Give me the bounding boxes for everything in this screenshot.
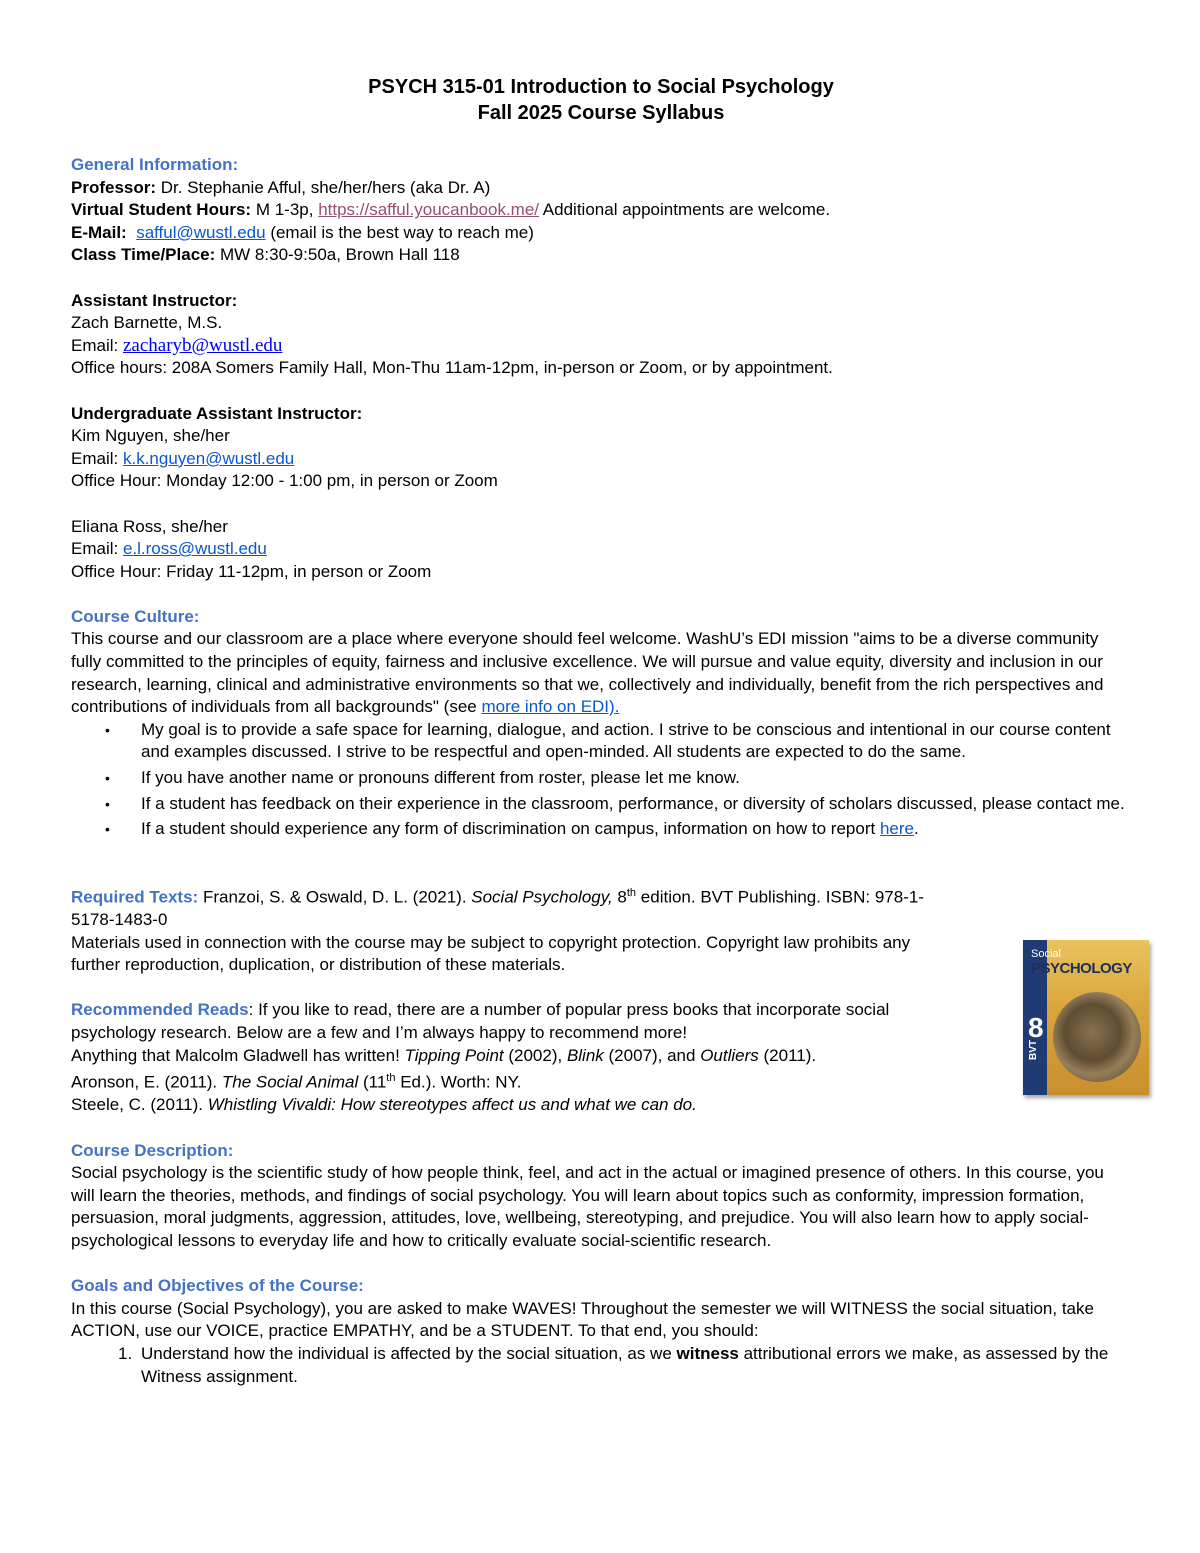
list-item [105,767,1131,790]
ta1-email-link[interactable]: k.k.nguyen@wustl.edu [122,448,295,468]
required-texts-heading: Required Texts: [71,887,199,907]
general-information-section [71,154,1131,267]
bullet-text: If you have another name or pronouns different from roster, please let me know. [141,768,740,788]
gladwell-text: (2007), and [603,1045,701,1065]
book-title: Blink [566,1045,604,1065]
booking-link[interactable]: https://safful.youcanbook.me/ [318,200,540,220]
textbook-cover-image [1023,940,1149,1095]
ta2-office-hour: Office Hour: Friday 11-12pm, in person or Zoom [71,561,432,581]
steele-line [71,1094,1131,1117]
list-item [118,1343,1131,1388]
assistant-instructor-heading: Assistant Instructor: [71,290,238,310]
professor-value: Dr. Stephanie Afful, she/her/hers (aka Dr. A) [156,177,491,197]
bullet-glyph: • [105,821,110,838]
list-item [105,719,1131,764]
goals-intro: In this course (Social Psychology), you are asked to make WAVES! Throughout the semester we will WITNESS the social situation, take ACTION, use our VOICE, practice EMPATHY, and be a STUDENT. To that end, you should: [71,1298,1094,1341]
cover-title-small: Social [1031,948,1061,960]
professor-email-link[interactable]: safful@wustl.edu [136,222,266,242]
page-title [71,74,1131,126]
gladwell-text: (2002), [503,1045,567,1065]
course-description-section [71,1140,1131,1253]
bullet-glyph: • [105,770,110,787]
email-tail: (email is the best way to reach me) [265,222,534,242]
ta1-office-hour: Office Hour: Monday 12:00 - 1:00 pm, in person or Zoom [71,471,498,491]
list-item [105,793,1131,816]
bullet-glyph: • [105,721,110,738]
bullet-tail: . [913,819,919,839]
book-title: Tipping Point [404,1045,504,1065]
undergrad-assistant-heading: Undergraduate Assistant Instructor: [71,403,363,423]
gladwell-line [71,1045,1131,1068]
edition-sup: th [386,1072,396,1085]
ta2-name: Eliana Ross, she/her [71,516,228,536]
cover-photo [1053,992,1141,1082]
assistant-email-line [71,335,1131,358]
culture-paragraph: This course and our classroom are a place where everyone should feel welcome. WashU’s EDI mission "aims to be a diverse community fully committed to the principles of equity, fairness and inclusive excellence. We will pursue and value equity, diversity and inclusion in our research, learning, clinical and administrative environments so that we, collectively and individually, benefit from the rich perspectives and contributions of individuals from all backgrounds" (see [71,629,1104,717]
aronson-line [71,1067,1131,1094]
course-culture-section [71,606,1131,841]
gladwell-text: Anything that Malcolm Gladwell has written! [71,1045,405,1065]
cover-edition: 8 [1028,1012,1044,1043]
citation-part-b: 8 [612,887,627,907]
goals-list [71,1343,1131,1388]
student-hours-label: Virtual Student Hours: [71,200,252,220]
item-number: 1. [118,1344,133,1363]
gladwell-text: (2011). [758,1045,817,1065]
aronson-text: Ed.). Worth: NY. [395,1072,522,1092]
book-title: The Social Animal [221,1072,359,1092]
course-description-heading: Course Description: [71,1140,234,1160]
copyright-notice: Materials used in connection with the course may be subject to copyright protection. Copyright law prohibits any further reproduction, duplication, or distribution of these materials. [71,932,911,975]
goal-text: Understand how the individual is affected by the social situation, as we [141,1344,677,1363]
recommended-reads-intro [71,999,971,1044]
report-here-link[interactable]: here [879,819,914,839]
assistant-office-hours: Office hours: 208A Somers Family Hall, Mon-Thu 11am-12pm, in-person or Zoom, or by appointment. [71,358,833,378]
citation-part-a: Franzoi, S. & Oswald, D. L. (2021). [198,887,472,907]
ta1-email-label: Email: [71,448,123,468]
recommended-reads-text: : If you like to read, there are a number of popular press books that incorporate social psychology research. Below are a few and I’m always happy to recommend more! [71,1000,890,1043]
goal-text: attributional errors we make, as assessed by the Witness assignment. [141,1344,1109,1386]
cover-publisher: BVT [1028,1040,1039,1060]
general-information-heading: General Information: [71,155,239,174]
title-line-2: Fall 2025 Course Syllabus [477,102,725,124]
recommended-reads-section [71,999,1131,1117]
recommended-reads-heading: Recommended Reads [71,1000,249,1020]
assistant-email-link[interactable]: zacharyb@wustl.edu [122,334,283,356]
title-line-1: PSYCH 315-01 Introduction to Social Psychology [368,76,834,98]
book-title: Whistling Vivaldi: How stereotypes affect us and what we can do. [207,1095,697,1115]
goals-section [71,1275,1131,1388]
student-hours-tail: Additional appointments are welcome. [539,200,831,220]
undergrad-assistant-section [71,403,1131,584]
bullet-text: My goal is to provide a safe space for learning, dialogue, and action. I strive to be conscious and intentional in our course content and examples discussed. I strive to be respectful and open-minded. All students are expected to do the same. [141,719,1111,762]
required-texts-section [71,882,941,977]
ta1-email-line [71,448,1131,471]
email-label: E-Mail: [71,222,127,242]
ta2-email-label: Email: [71,539,123,559]
culture-bullet-list [71,719,1131,841]
aronson-text: Aronson, E. (2011). [71,1072,222,1092]
course-culture-heading: Course Culture: [71,606,200,626]
aronson-text: (11 [358,1072,387,1092]
goals-heading: Goals and Objectives of the Course: [71,1276,364,1296]
book-title: Outliers [700,1045,759,1065]
bullet-text: If a student should experience any form of discrimination on campus, information on how to report [141,819,880,839]
ta1-name: Kim Nguyen, she/her [71,426,230,446]
course-culture-text [71,628,1131,718]
edi-info-link[interactable]: more info on EDI). [481,697,620,717]
assistant-email-label: Email: [71,335,123,355]
cover-title-big: PSYCHOLOGY [1031,960,1132,977]
professor-label: Professor: [71,177,157,197]
class-time-value: MW 8:30-9:50a, Brown Hall 118 [215,245,460,265]
edition-sup: th [626,886,637,899]
bullet-glyph: • [105,795,110,812]
ta2-email-link[interactable]: e.l.ross@wustl.edu [122,539,267,559]
citation-part-c: edition. BVT Publishing. ISBN: 978-1-5178-1483-0 [71,887,924,930]
list-item [105,818,1131,841]
email-line [71,222,1131,245]
professor-line [71,177,1131,200]
assistant-instructor-section [71,290,1131,380]
assistant-name: Zach Barnette, M.S. [71,313,223,333]
class-time-line [71,244,1131,267]
textbook-title: Social Psychology, [471,887,613,907]
document-body [71,74,1131,1388]
bullet-text: If a student has feedback on their experience in the classroom, performance, or diversity of scholars discussed, please contact me. [141,793,1125,813]
required-texts-citation [71,882,941,932]
goal-bold-word: witness [676,1344,739,1363]
steele-text: Steele, C. (2011). [71,1095,208,1115]
course-description-text: Social psychology is the scientific study of how people think, feel, and act in the actual or imagined presence of others. In this course, you will learn the theories, methods, and findings of social psychology. You will learn about topics such as conformity, impression formation, persuasion, moral judgments, aggression, attitudes, love, wellbeing, stereotyping, and prejudice. You will also learn how to apply social-psychological lessons to everyday life and how to critically evaluate social-scientific research. [71,1163,1104,1251]
ta2-email-line [71,538,1131,561]
student-hours-value: M 1-3p, [251,200,319,220]
class-time-label: Class Time/Place: [71,245,216,265]
student-hours-line [71,199,1131,222]
